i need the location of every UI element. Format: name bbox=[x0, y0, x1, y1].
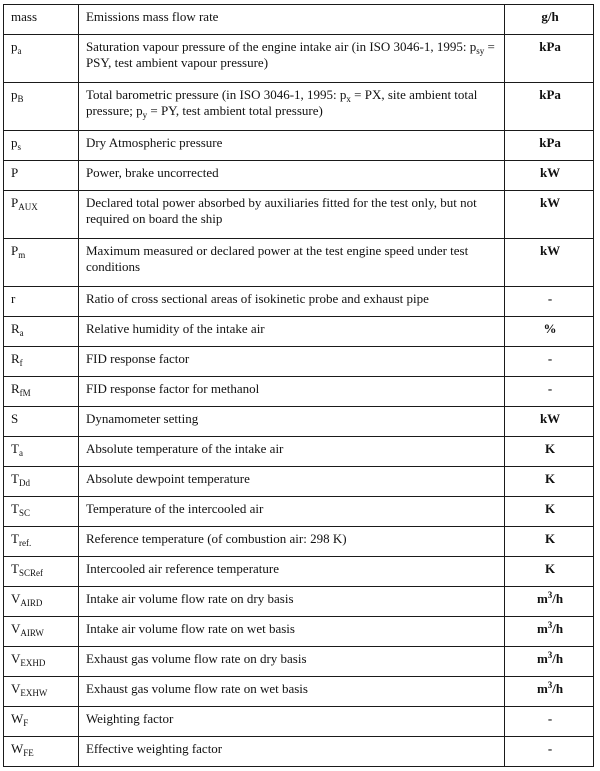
description-cell: Maximum measured or declared power at the test engine speed under test conditions bbox=[78, 239, 504, 287]
table-row bbox=[4, 527, 594, 557]
symbol-cell: $T_{Dd}$ bbox=[4, 467, 79, 497]
description-cell: Reference temperature (of combustion air: 298 K) bbox=[78, 527, 504, 557]
description-cell: Intake air volume flow rate on dry basis bbox=[78, 587, 504, 617]
unit-cell: kW bbox=[505, 407, 594, 437]
description-cell: Temperature of the intercooled air bbox=[78, 497, 504, 527]
table-row bbox=[4, 677, 594, 707]
table-row bbox=[4, 287, 594, 317]
table-row bbox=[4, 377, 594, 407]
symbol-cell: $P_{AUX}$ bbox=[4, 191, 79, 239]
unit-cell: kW bbox=[505, 239, 594, 287]
table-row bbox=[4, 131, 594, 161]
symbol-cell: mass bbox=[4, 5, 79, 35]
table-row bbox=[4, 557, 594, 587]
symbol-cell: $W_{FE}$ bbox=[4, 737, 79, 767]
table-row bbox=[4, 35, 594, 83]
description-cell: Ratio of cross sectional areas of isokinetic probe and exhaust pipe bbox=[78, 287, 504, 317]
description-cell: FID response factor for methanol bbox=[78, 377, 504, 407]
unit-cell: K bbox=[505, 557, 594, 587]
table-row bbox=[4, 587, 594, 617]
symbol-cell: $W_F$ bbox=[4, 707, 79, 737]
table-row bbox=[4, 737, 594, 767]
description-cell: Total barometric pressure (in ISO 3046-1, 1995: $p_x$ = PX, site ambient total pressure; $p_y$ = PY, test ambient total pressure) bbox=[78, 83, 504, 131]
description-cell: Declared total power absorbed by auxiliaries fitted for the test only, but not required on board the ship bbox=[78, 191, 504, 239]
unit-cell: - bbox=[505, 737, 594, 767]
symbol-cell: $T_a$ bbox=[4, 437, 79, 467]
table-row bbox=[4, 467, 594, 497]
table-row bbox=[4, 191, 594, 239]
unit-cell: - bbox=[505, 707, 594, 737]
unit-cell: kPa bbox=[505, 35, 594, 83]
table-row bbox=[4, 707, 594, 737]
symbol-cell: $T_{SC}$ bbox=[4, 497, 79, 527]
table-row bbox=[4, 317, 594, 347]
unit-cell: kW bbox=[505, 191, 594, 239]
unit-cell: - bbox=[505, 287, 594, 317]
table-row bbox=[4, 161, 594, 191]
description-cell: Absolute temperature of the intake air bbox=[78, 437, 504, 467]
symbol-cell: $V_{EXHW}$ bbox=[4, 677, 79, 707]
description-cell: Exhaust gas volume flow rate on wet basis bbox=[78, 677, 504, 707]
description-cell: Dry Atmospheric pressure bbox=[78, 131, 504, 161]
table-row bbox=[4, 83, 594, 131]
symbol-cell: $R_f$ bbox=[4, 347, 79, 377]
description-cell: Emissions mass flow rate bbox=[78, 5, 504, 35]
symbol-cell: $T_{ref.}$ bbox=[4, 527, 79, 557]
unit-cell: K bbox=[505, 437, 594, 467]
symbol-cell: $V_{AIRW}$ bbox=[4, 617, 79, 647]
symbols-table bbox=[3, 4, 594, 767]
description-cell: Exhaust gas volume flow rate on dry basis bbox=[78, 647, 504, 677]
symbol-cell: $P_m$ bbox=[4, 239, 79, 287]
symbol-cell: r bbox=[4, 287, 79, 317]
table-row bbox=[4, 5, 594, 35]
unit-cell: % bbox=[505, 317, 594, 347]
unit-cell: $m^3/h$ bbox=[505, 617, 594, 647]
unit-cell: $m^3/h$ bbox=[505, 587, 594, 617]
table-row bbox=[4, 497, 594, 527]
unit-cell: K bbox=[505, 467, 594, 497]
symbol-cell: $R_{fM}$ bbox=[4, 377, 79, 407]
unit-cell: $m^3/h$ bbox=[505, 677, 594, 707]
unit-cell: kPa bbox=[505, 131, 594, 161]
unit-cell: kW bbox=[505, 161, 594, 191]
table-row bbox=[4, 407, 594, 437]
symbol-cell: $R_a$ bbox=[4, 317, 79, 347]
symbol-cell: P bbox=[4, 161, 79, 191]
unit-cell: K bbox=[505, 497, 594, 527]
table-row bbox=[4, 239, 594, 287]
description-cell: Dynamometer setting bbox=[78, 407, 504, 437]
symbol-cell: $p_s$ bbox=[4, 131, 79, 161]
description-cell: Saturation vapour pressure of the engine intake air (in ISO 3046-1, 1995: $p_{sy}$ = PSY, test ambient vapour pressure) bbox=[78, 35, 504, 83]
description-cell: FID response factor bbox=[78, 347, 504, 377]
table-row bbox=[4, 617, 594, 647]
table-row bbox=[4, 647, 594, 677]
unit-cell: - bbox=[505, 377, 594, 407]
description-cell: Intercooled air reference temperature bbox=[78, 557, 504, 587]
description-cell: Effective weighting factor bbox=[78, 737, 504, 767]
symbol-cell: $V_{AIRD}$ bbox=[4, 587, 79, 617]
description-cell: Absolute dewpoint temperature bbox=[78, 467, 504, 497]
symbol-cell: S bbox=[4, 407, 79, 437]
table-row bbox=[4, 347, 594, 377]
symbol-cell: $V_{EXHD}$ bbox=[4, 647, 79, 677]
description-cell: Intake air volume flow rate on wet basis bbox=[78, 617, 504, 647]
symbol-cell: $p_B$ bbox=[4, 83, 79, 131]
description-cell: Power, brake uncorrected bbox=[78, 161, 504, 191]
unit-cell: $m^3/h$ bbox=[505, 647, 594, 677]
description-cell: Relative humidity of the intake air bbox=[78, 317, 504, 347]
table-row bbox=[4, 437, 594, 467]
description-cell: Weighting factor bbox=[78, 707, 504, 737]
unit-cell: K bbox=[505, 527, 594, 557]
symbol-cell: $T_{SCRef}$ bbox=[4, 557, 79, 587]
unit-cell: g/h bbox=[505, 5, 594, 35]
symbol-cell: $p_a$ bbox=[4, 35, 79, 83]
unit-cell: kPa bbox=[505, 83, 594, 131]
unit-cell: - bbox=[505, 347, 594, 377]
